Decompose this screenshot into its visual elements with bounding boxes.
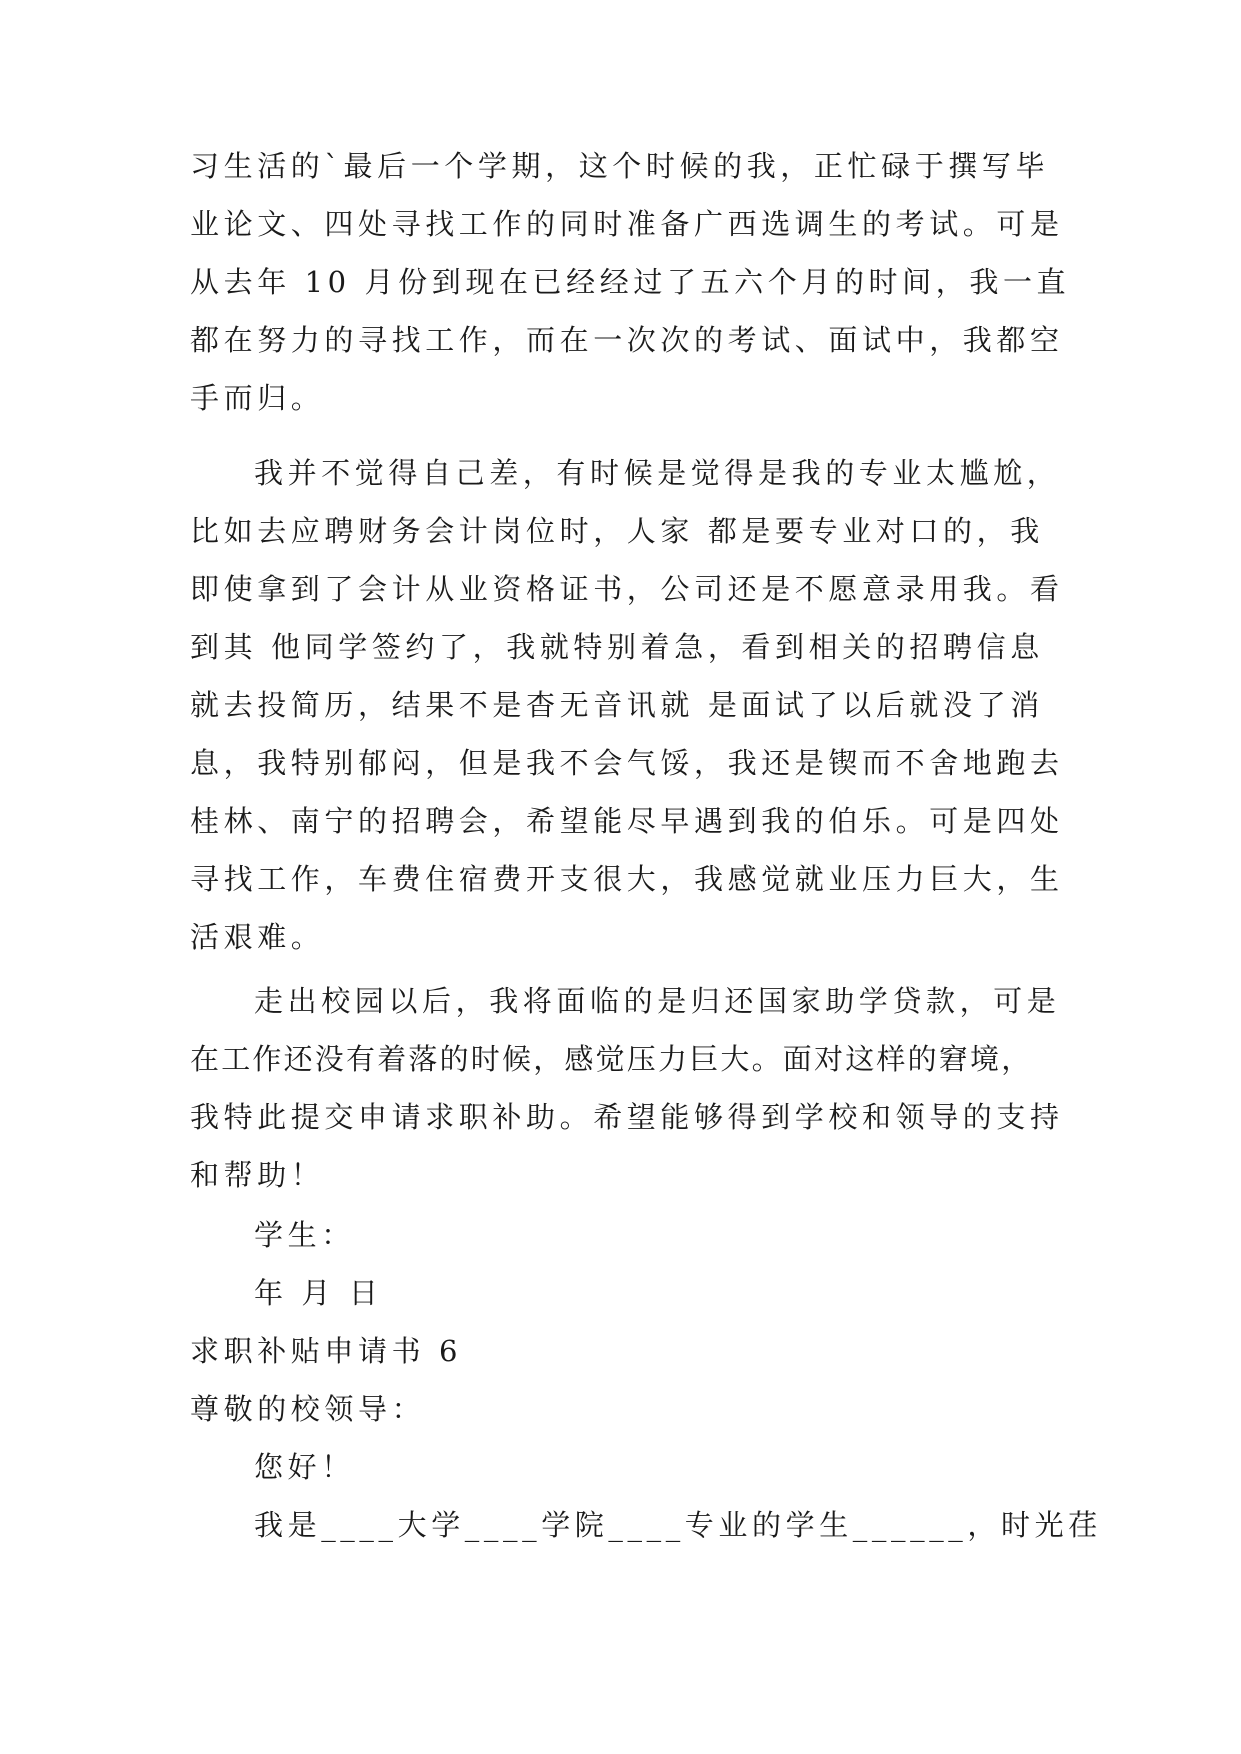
paragraph-line: 和帮助！	[190, 1158, 325, 1192]
paragraph-line: 从去年 10 月份到现在已经经过了五六个月的时间，我一直	[190, 265, 1071, 299]
greeting: 您好！	[254, 1450, 355, 1484]
paragraph-line: 习生活的`最后一个学期，这个时候的我，正忙碌于撰写毕	[190, 149, 1050, 183]
paragraph-line: 就去投简历，结果不是杳无音讯就 是面试了以后就没了消	[190, 688, 1044, 722]
signature-date-label: 年 月 日	[254, 1276, 383, 1310]
paragraph-line: 手而归。	[190, 381, 325, 415]
section-title: 求职补贴申请书 6	[190, 1334, 463, 1368]
paragraph-line: 到其 他同学签约了，我就特别着急，看到相关的招聘信息	[190, 630, 1044, 664]
paragraph-line: 活艰难。	[190, 920, 325, 954]
paragraph-line: 即使拿到了会计从业资格证书，公司还是不愿意录用我。看	[190, 572, 1064, 606]
paragraph-line: 桂林、南宁的招聘会，希望能尽早遇到我的伯乐。可是四处	[190, 804, 1064, 838]
signature-student-label: 学生：	[254, 1218, 355, 1252]
paragraph-line: 息，我特别郁闷，但是我不会气馁，我还是锲而不舍地跑去	[190, 746, 1064, 780]
paragraph-line: 都在努力的寻找工作，而在一次次的考试、面试中，我都空	[190, 323, 1064, 357]
paragraph-line: 业论文、四处寻找工作的同时准备广西选调生的考试。可是	[190, 207, 1064, 241]
paragraph-line: 我并不觉得自己差，有时候是觉得是我的专业太尴尬，	[254, 456, 1061, 490]
paragraph-line: 在工作还没有着落的时候，感觉压力巨大。面对这样的窘境，	[190, 1042, 1033, 1076]
paragraph-line: 寻找工作，车费住宿费开支很大，我感觉就业压力巨大，生	[190, 862, 1064, 896]
paragraph-line: 比如去应聘财务会计岗位时，人家 都是要专业对口的，我	[190, 514, 1044, 548]
paragraph-line: 我是____大学____学院____专业的学生______，时光荏	[254, 1508, 1102, 1542]
paragraph-line: 走出校园以后，我将面临的是归还国家助学贷款，可是	[254, 984, 1061, 1018]
paragraph-line: 我特此提交申请求职补助。希望能够得到学校和领导的支持	[190, 1100, 1064, 1134]
salutation: 尊敬的校领导：	[190, 1392, 426, 1426]
